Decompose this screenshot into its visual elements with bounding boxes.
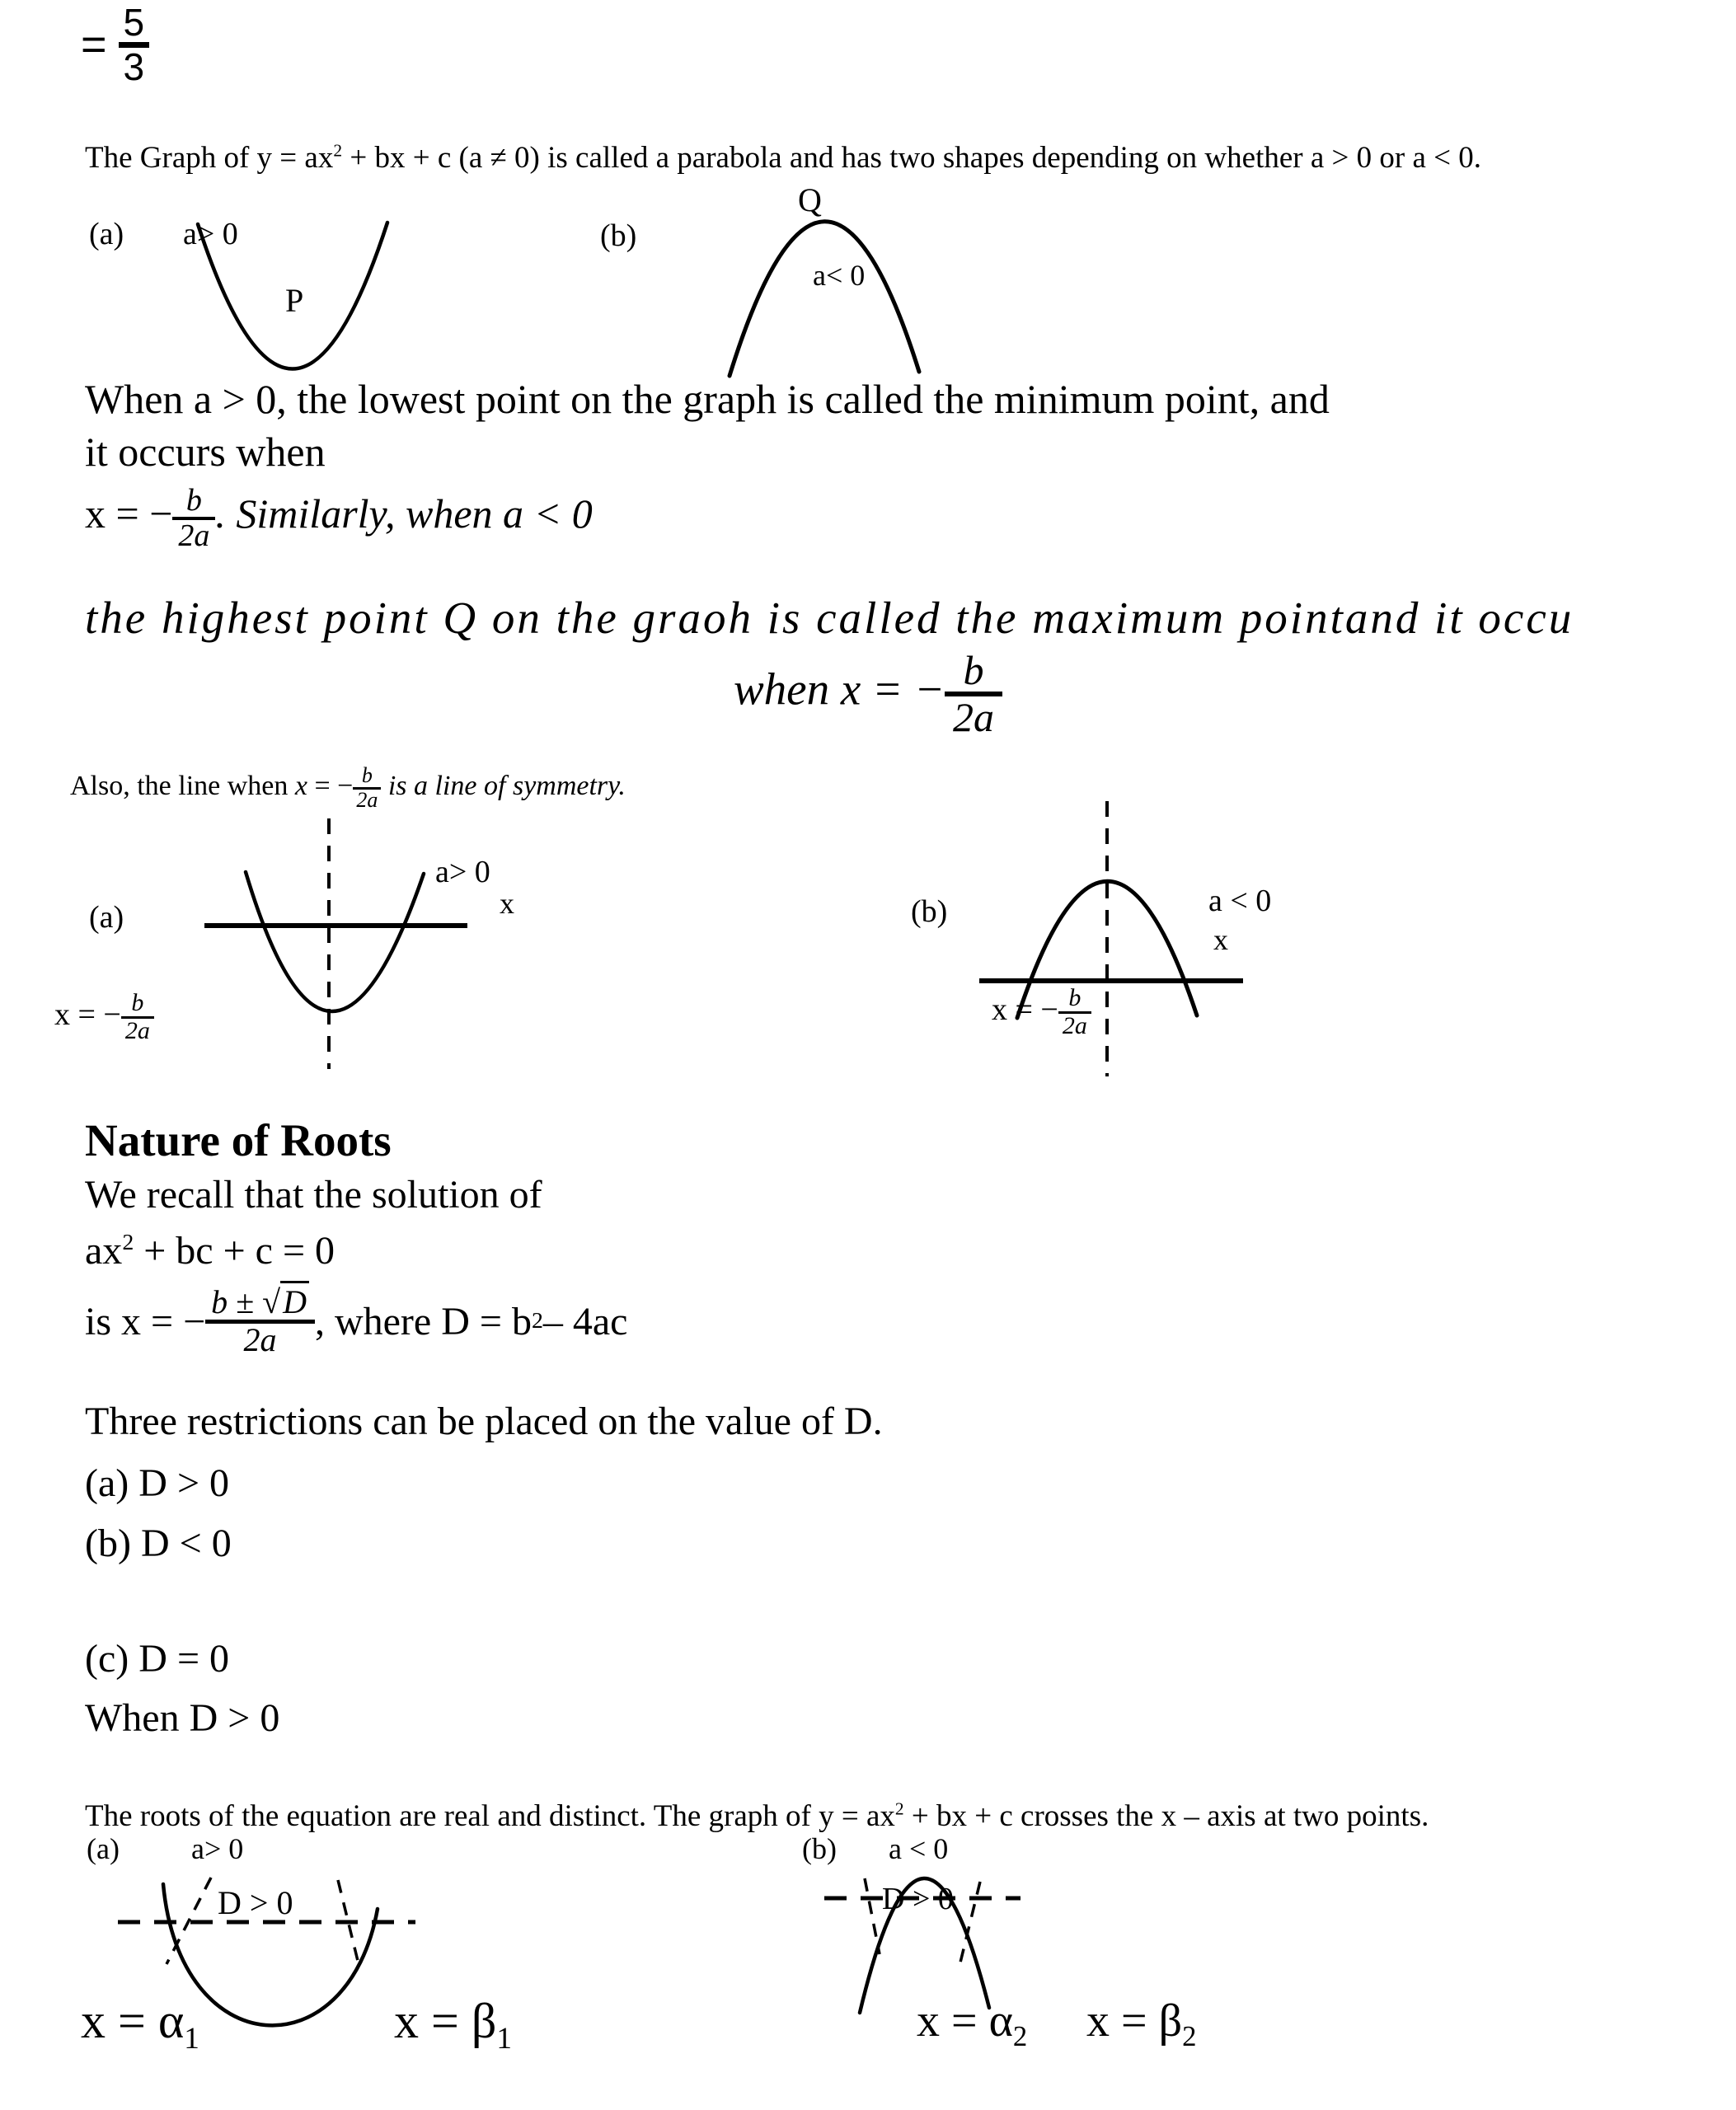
x-axis-label: x <box>500 887 514 920</box>
case-b-text: (b) D < 0 <box>85 1522 232 1565</box>
figure3-roots-a-positive <box>66 1856 577 2108</box>
figure1b-condition-label: a< 0 <box>813 259 866 292</box>
root-beta2-subscript: 2 <box>1182 2020 1197 2053</box>
figure1-parabola-a-negative <box>569 176 997 384</box>
fraction-five-thirds <box>119 3 150 87</box>
case-a-text: (a) D > 0 <box>85 1461 230 1505</box>
symmetry-equation-lhs: x = − <box>992 992 1058 1027</box>
root-alpha2-subscript: 2 <box>1012 2020 1028 2053</box>
root-beta1-text: x = β <box>394 1994 497 2048</box>
formula-lhs: x = − <box>85 490 173 537</box>
b-over-2a-fraction <box>172 485 215 552</box>
fraction-denominator: 2a <box>121 1016 154 1044</box>
radical-sign: √ <box>262 1283 281 1320</box>
case-c-line <box>85 1636 229 1681</box>
numerator-b-plus-minus: b ± <box>211 1283 263 1320</box>
intro-text-post: + bx + c (a ≠ 0) is called a parabola and has two shapes depending on whether a > 0 or a < 0. <box>342 141 1481 175</box>
figure3a-tag-text: (a) <box>87 1832 120 1865</box>
real-distinct-roots-line <box>85 1798 1429 1834</box>
figure1a-condition-label: a> 0 <box>183 217 238 251</box>
case-a-line <box>85 1461 229 1506</box>
superscript: 2 <box>333 140 343 161</box>
fraction-numerator: b <box>963 647 984 693</box>
figure3a-condition-text: a> 0 <box>191 1832 244 1865</box>
quadratic-formula-fraction <box>205 1283 315 1358</box>
fraction-denominator: 3 <box>119 42 150 87</box>
case-c-text: (c) D = 0 <box>85 1637 230 1681</box>
figure2b-tag: (b) <box>911 894 948 929</box>
root-alpha2-text: x = α <box>917 1995 1013 2047</box>
restrictions-line <box>85 1399 883 1444</box>
figure2b-symmetry-equation <box>992 986 1091 1039</box>
when-d-positive-line <box>85 1695 279 1741</box>
fraction-result <box>81 3 149 87</box>
figure3a-root-alpha <box>81 1993 199 2056</box>
left-root-dashed-line <box>865 1878 880 1954</box>
when-x-formula <box>0 649 1736 738</box>
fraction-denominator: 2a <box>205 1320 315 1357</box>
fraction-numerator: b <box>185 483 202 518</box>
figure3a-root-beta <box>394 1993 512 2056</box>
restrictions-text: Three restrictions can be placed on the value of D. <box>85 1400 883 1443</box>
intro-paragraph <box>85 140 1481 176</box>
solution-formula-line: is x = − $\frac{b \pm √D}{2a}$ , where D = b 2 – 4ac <box>85 1286 627 1357</box>
figure3b-root-alpha <box>917 1995 1028 2053</box>
discriminant-definition-post: – 4ac <box>542 1299 628 1343</box>
case-b-line <box>85 1521 232 1566</box>
downward-parabola-curve <box>730 222 919 376</box>
discriminant-label: D > 0 <box>882 1882 954 1916</box>
maximum-paragraph-text: the highest point Q on the graoh is called the maximum pointand it occu <box>85 593 1574 643</box>
variable-x: x <box>294 770 307 801</box>
fraction-numerator <box>205 1283 315 1320</box>
vertex-x-formula <box>85 485 593 552</box>
root-alpha1-subscript: 1 <box>184 2022 199 2056</box>
when-d-positive-text: When D > 0 <box>85 1696 280 1740</box>
equation-pre: ax <box>85 1229 123 1273</box>
maximum-point-paragraph <box>85 592 1574 644</box>
figure2-symmetry-a-negative <box>907 790 1311 1080</box>
fraction-numerator: b <box>131 989 144 1016</box>
maximum-point-label: Q <box>798 181 822 218</box>
equation-post: + bc + c = 0 <box>134 1229 335 1273</box>
fraction-denominator: 2a <box>172 517 215 552</box>
superscript: 2 <box>122 1230 134 1255</box>
section-heading <box>85 1114 392 1166</box>
minimum-point-paragraph <box>85 373 1330 478</box>
figure1a-tag: (a) <box>89 217 124 251</box>
figure3b-tag-text: (b) <box>802 1832 837 1865</box>
also-equals: = − <box>307 770 354 801</box>
minimum-paragraph-line2: it occurs when <box>85 429 326 475</box>
intro-text-pre: The Graph of y = ax <box>85 141 334 175</box>
similarly-text: . Similarly, when a < 0 <box>215 490 593 537</box>
discriminant-definition-pre: , where D = b <box>314 1299 532 1343</box>
b-over-2a-fraction <box>1058 986 1091 1039</box>
roots-desc-post: + bx + c crosses the x – axis at two points. <box>903 1799 1429 1833</box>
minimum-point-label: P <box>285 282 304 319</box>
figure2a-condition-label: a> 0 <box>435 855 490 889</box>
quadratic-equation-line <box>85 1228 335 1273</box>
figure3b-root-beta <box>1086 1995 1197 2053</box>
symmetry-equation-lhs: x = − <box>54 996 121 1032</box>
fraction-denominator: 2a <box>945 692 1002 738</box>
radicand-D: D <box>280 1281 309 1320</box>
roots-desc-pre: The roots of the equation are real and distinct. The graph of y = ax <box>85 1799 895 1833</box>
figure1b-tag: (b) <box>600 218 637 253</box>
also-post: is a line of symmetry. <box>381 770 626 801</box>
when-x-pre: when x = − <box>734 663 945 715</box>
figure3-roots-a-negative <box>800 1856 1212 2108</box>
figure3b-condition-text: a < 0 <box>889 1832 949 1865</box>
fraction-numerator: b <box>361 763 373 787</box>
discriminant-label: D > 0 <box>218 1884 293 1921</box>
root-beta2-text: x = β <box>1086 1995 1183 2047</box>
fraction-denominator: 2a <box>353 787 381 812</box>
heading-text: Nature of Roots <box>85 1115 392 1165</box>
equals-sign: = <box>81 20 107 70</box>
figure2a-tag: (a) <box>89 900 124 935</box>
figure2b-condition-label: a < 0 <box>1208 884 1272 918</box>
also-pre: Also, the line when <box>70 770 295 801</box>
upward-parabola-curve <box>246 872 424 1011</box>
solution-lhs: is x = − <box>85 1299 206 1343</box>
fraction-denominator: 2a <box>1058 1011 1091 1039</box>
fraction-numerator: b <box>1068 984 1081 1011</box>
recall-text: We recall that the solution of <box>85 1173 542 1217</box>
root-alpha1-text: x = α <box>81 1994 185 2048</box>
figure2a-symmetry-equation <box>54 991 154 1043</box>
x-axis-label: x <box>1213 923 1228 956</box>
root-beta1-subscript: 1 <box>496 2022 512 2056</box>
b-over-2a-fraction <box>945 649 1002 738</box>
minimum-paragraph-line1: When a > 0, the lowest point on the graph is called the minimum point, and <box>85 376 1330 422</box>
fraction-numerator: 5 <box>123 1 145 44</box>
recall-line <box>85 1172 542 1217</box>
superscript: 2 <box>894 1798 904 1819</box>
b-over-2a-fraction <box>121 991 154 1043</box>
